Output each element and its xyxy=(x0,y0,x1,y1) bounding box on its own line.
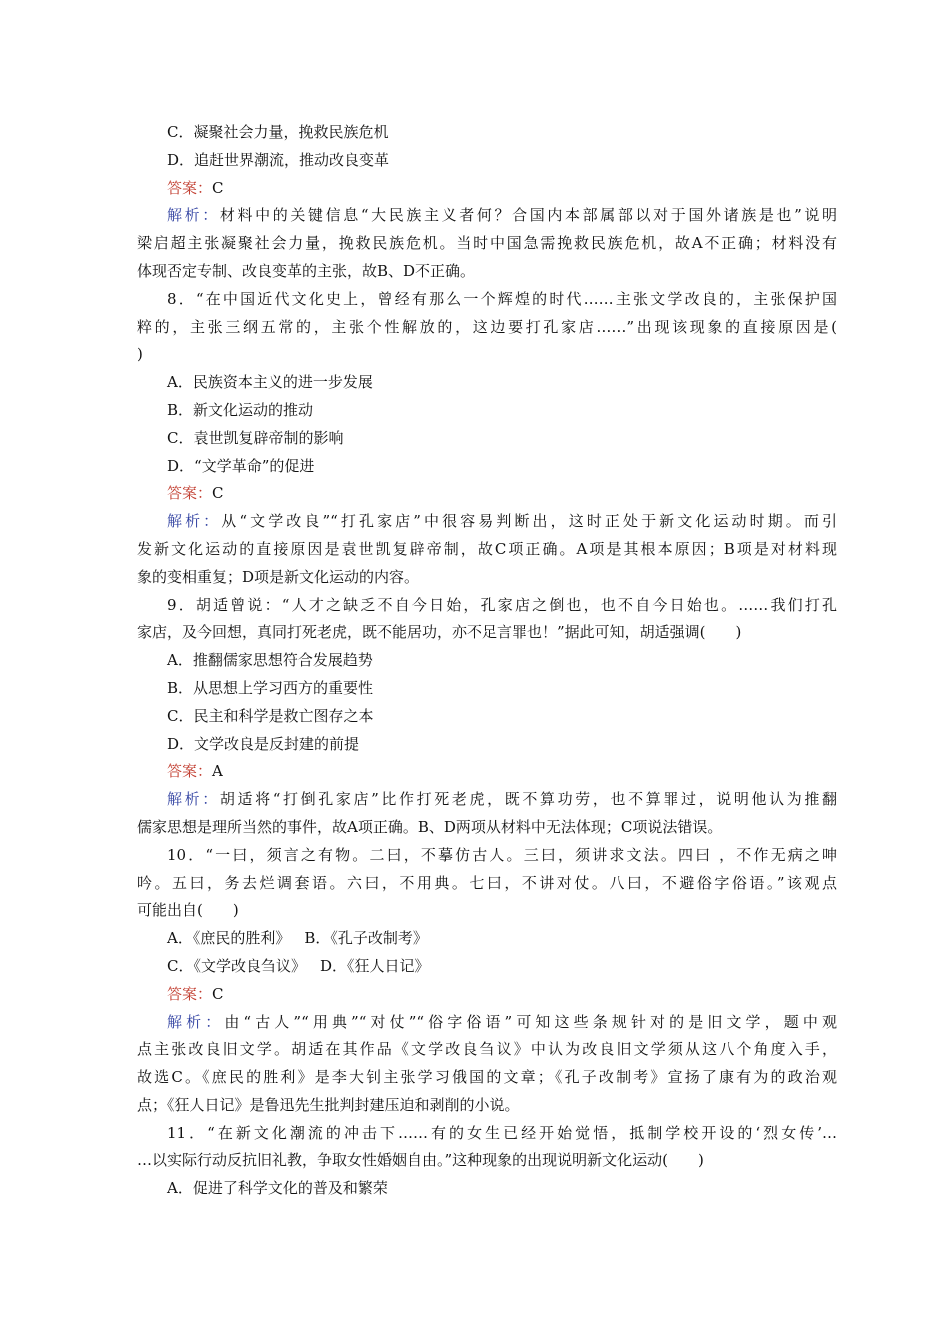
analysis-text: 胡适将“打倒孔家店”比作打死老虎，既不算功劳，也不算罪过，说明他认为推翻 xyxy=(219,790,837,809)
q9-option-d: D．文学改良是反封建的前提 xyxy=(167,734,360,753)
answer-label: 答案： xyxy=(167,984,213,1003)
q10-option-d: D．《狂人日记》 xyxy=(319,956,430,975)
q10-analysis-line-4: 点；《狂人日记》是鲁迅先生批判封建压迫和剥削的小说。 xyxy=(137,1095,520,1114)
analysis-text: 从“文学改良”“打孔家店”中很容易判断出，这时正处于新文化运动时期。而引 xyxy=(221,512,837,531)
analysis-label: 解析： xyxy=(167,1012,225,1031)
q10-option-a: A．《庶民的胜利》 xyxy=(167,929,291,948)
q7-analysis-line-1 xyxy=(137,202,837,230)
q8-option-d: D．“文学革命”的促进 xyxy=(167,456,315,475)
q10-option-c: C．《文学改良刍议》 xyxy=(167,956,306,975)
analysis-label: 解析： xyxy=(167,206,220,225)
q9-answer xyxy=(137,758,837,786)
q8-stem-line-3: ) xyxy=(137,345,143,364)
q8-option-a: A．民族资本主义的进一步发展 xyxy=(167,373,373,392)
q10-options-cd xyxy=(137,953,837,981)
q8-option-b: B．新文化运动的推动 xyxy=(167,400,314,419)
q8-stem-line-1: 8．“在中国近代文化史上，曾经有那么一个辉煌的时代……主张文学改良的，主张保护国 xyxy=(167,289,837,308)
q11-option-a: A．促进了科学文化的普及和繁荣 xyxy=(167,1179,388,1198)
page-content xyxy=(137,119,837,1203)
q11-stem-line-1: 11．“在新文化潮流的冲击下……有的女生已经开始觉悟，抵制学校开设的‘烈女传’… xyxy=(167,1123,837,1142)
q9-option-b: B．从思想上学习西方的重要性 xyxy=(167,678,374,697)
q8-stem-line-2: 粹的，主张三纲五常的，主张个性解放的，这边要打孔家店……”出现该现象的直接原因是( xyxy=(137,317,837,336)
q10-analysis-line-3: 故选C。《庶民的胜利》是李大钊主张学习俄国的文章；《孔子改制考》宣扬了康有为的政治观 xyxy=(137,1068,837,1087)
q10-stem-line-3: 可能出自( ) xyxy=(137,901,239,920)
q8-analysis-line-3: 象的变相重复；D项是新文化运动的内容。 xyxy=(137,567,420,586)
answer-value: A xyxy=(212,762,223,781)
q10-stem-line-2: 吟。五曰，务去烂调套语。六曰，不用典。七曰，不讲对仗。八曰，不避俗字俗语。”该观点 xyxy=(137,873,837,892)
answer-value: C xyxy=(212,984,224,1003)
answer-label: 答案： xyxy=(167,762,213,781)
q10-option-b: B．《孔子改制考》 xyxy=(304,929,428,948)
q7-option-c: C．凝聚社会力量，挽救民族危机 xyxy=(167,123,389,141)
q10-analysis-line-1 xyxy=(137,1009,837,1037)
q7-answer xyxy=(137,175,837,203)
q7-analysis-line-3: 体现否定专制、改良变革的主张，故B、D不正确。 xyxy=(137,261,476,280)
q9-option-c: C．民主和科学是救亡图存之本 xyxy=(167,706,374,725)
answer-label: 答案： xyxy=(167,178,213,197)
q9-stem-line-2: 家店，及今回想，真同打死老虎，既不能居功，亦不足言罪也！”据此可知，胡适强调( ) xyxy=(137,623,742,642)
answer-value: C xyxy=(212,484,224,503)
q10-stem-line-1: 10．“一曰，须言之有物。二曰，不摹仿古人。三曰，须讲求文法。四曰 ，不作无病之呻 xyxy=(167,845,837,864)
analysis-label: 解析： xyxy=(167,512,222,531)
q10-answer xyxy=(137,981,837,1009)
q8-analysis-line-1 xyxy=(137,508,837,536)
q9-stem-line-1: 9．胡适曾说：“人才之缺乏不自今日始，孔家店之倒也，也不自今日始也。……我们打孔 xyxy=(167,595,837,614)
q10-options-ab xyxy=(137,925,837,953)
answer-label: 答案： xyxy=(167,484,213,503)
answer-value: C xyxy=(212,178,224,197)
q9-analysis-line-2: 儒家思想是理所当然的事件，故A项正确。B、D两项从材料中无法体现；C项说法错误。 xyxy=(137,817,723,836)
analysis-label: 解析： xyxy=(167,790,220,809)
analysis-text: 由“古人”“用典”“对仗”“俗字俗语”可知这些条规针对的是旧文学，题中观 xyxy=(224,1012,837,1031)
q8-answer xyxy=(137,480,837,508)
q7-option-d: D．追赶世界潮流，推动改良变革 xyxy=(167,150,390,169)
q9-option-a: A．推翻儒家思想符合发展趋势 xyxy=(167,651,373,670)
q8-analysis-line-2: 发新文化运动的直接原因是袁世凯复辟帝制，故C项正确。A项是其根本原因；B项是对材料现 xyxy=(137,539,837,558)
q8-option-c: C．袁世凯复辟帝制的影响 xyxy=(167,428,344,447)
q11-stem-line-2: …以实际行动反抗旧礼教，争取女性婚姻自由。”这种现象的出现说明新文化运动( ) xyxy=(137,1151,704,1170)
q9-analysis-line-1 xyxy=(137,786,837,814)
q10-analysis-line-2: 点主张改良旧文学。胡适在其作品《文学改良刍议》中认为改良旧文学须从这八个角度入手， xyxy=(137,1040,837,1059)
analysis-text: 材料中的关键信息“大民族主义者何？合国内本部属部以对于国外诸族是也”说明 xyxy=(219,206,837,225)
q7-analysis-line-2: 梁启超主张凝聚社会力量，挽救民族危机。当时中国急需挽救民族危机，故A不正确；材料没有 xyxy=(137,234,837,253)
